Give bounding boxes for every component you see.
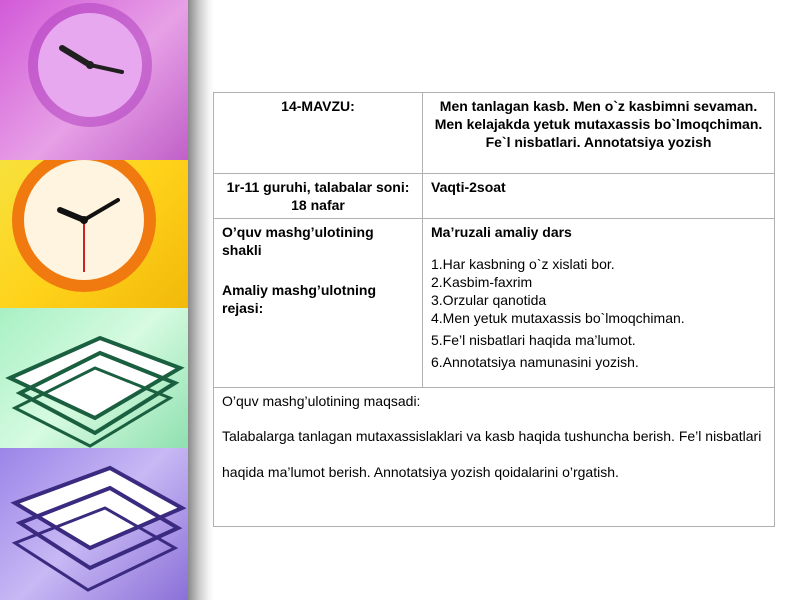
purpose-label: O’quv mashg’ulotining maqsadi: (222, 393, 421, 409)
lesson-plan-table (213, 92, 775, 527)
clock-icon (0, 0, 188, 160)
clock-purple-image (0, 0, 188, 160)
plan-label: Amaliy mashg’ulotning rejasi: (222, 282, 377, 316)
purpose-row (214, 388, 775, 527)
group-info-text: 1r-11 guruhi, talabalar soni: 18 nafar (226, 179, 410, 213)
clock-orange-image (0, 160, 188, 308)
strip-shadow (188, 0, 214, 600)
topic-row (214, 93, 775, 174)
topic-label (214, 93, 423, 174)
topic-label-text: 14-MAVZU: (281, 98, 355, 114)
lesson-row (214, 219, 775, 388)
topic-title-text: Men tanlagan kasb. Men o`z kasbimni sevaman. Men kelajakda yetuk mutaxassis bo`lmoqchiman. Fe`l nisbatlari. Annotatsiya yozish (434, 98, 763, 150)
plan-item: 4.Men yetuk mutaxassis bo`lmoqchiman. (431, 310, 685, 326)
topic-title (423, 93, 775, 174)
plan-item: 3.Orzular qanotida (431, 292, 547, 308)
books-icon (0, 308, 188, 448)
form-label: O’quv mashg’ulotining shakli (222, 224, 374, 258)
group-info (214, 174, 423, 219)
plan-item: 1.Har kasbning o`z xislati bor. (431, 256, 615, 272)
books-purple-image (0, 448, 188, 600)
books-green-image (0, 308, 188, 448)
lesson-details (423, 219, 775, 388)
plan-item: 2.Kasbim-faxrim (431, 274, 533, 290)
plan-item: 5.Fe’l nisbatlari haqida ma’lumot. (431, 332, 636, 348)
purpose-cell (214, 388, 775, 527)
lesson-labels (214, 219, 423, 388)
plan-item: 6.Annotatsiya namunasini yozish. (431, 354, 639, 370)
form-value: Ma’ruzali amaliy dars (431, 224, 572, 240)
lesson-time (423, 174, 775, 219)
lesson-time-text: Vaqti-2soat (431, 179, 506, 195)
decorative-image-strip (0, 0, 188, 600)
books-icon (0, 448, 188, 600)
clock-icon (0, 160, 188, 308)
group-row (214, 174, 775, 219)
purpose-text: Talabalarga tanlagan mutaxassislaklari va kasb haqida tushuncha berish. Fe’l nisbatlari haqida ma’lumot berish. Annotatsiya yozish qoidalarini o’rgatish. (222, 428, 762, 480)
